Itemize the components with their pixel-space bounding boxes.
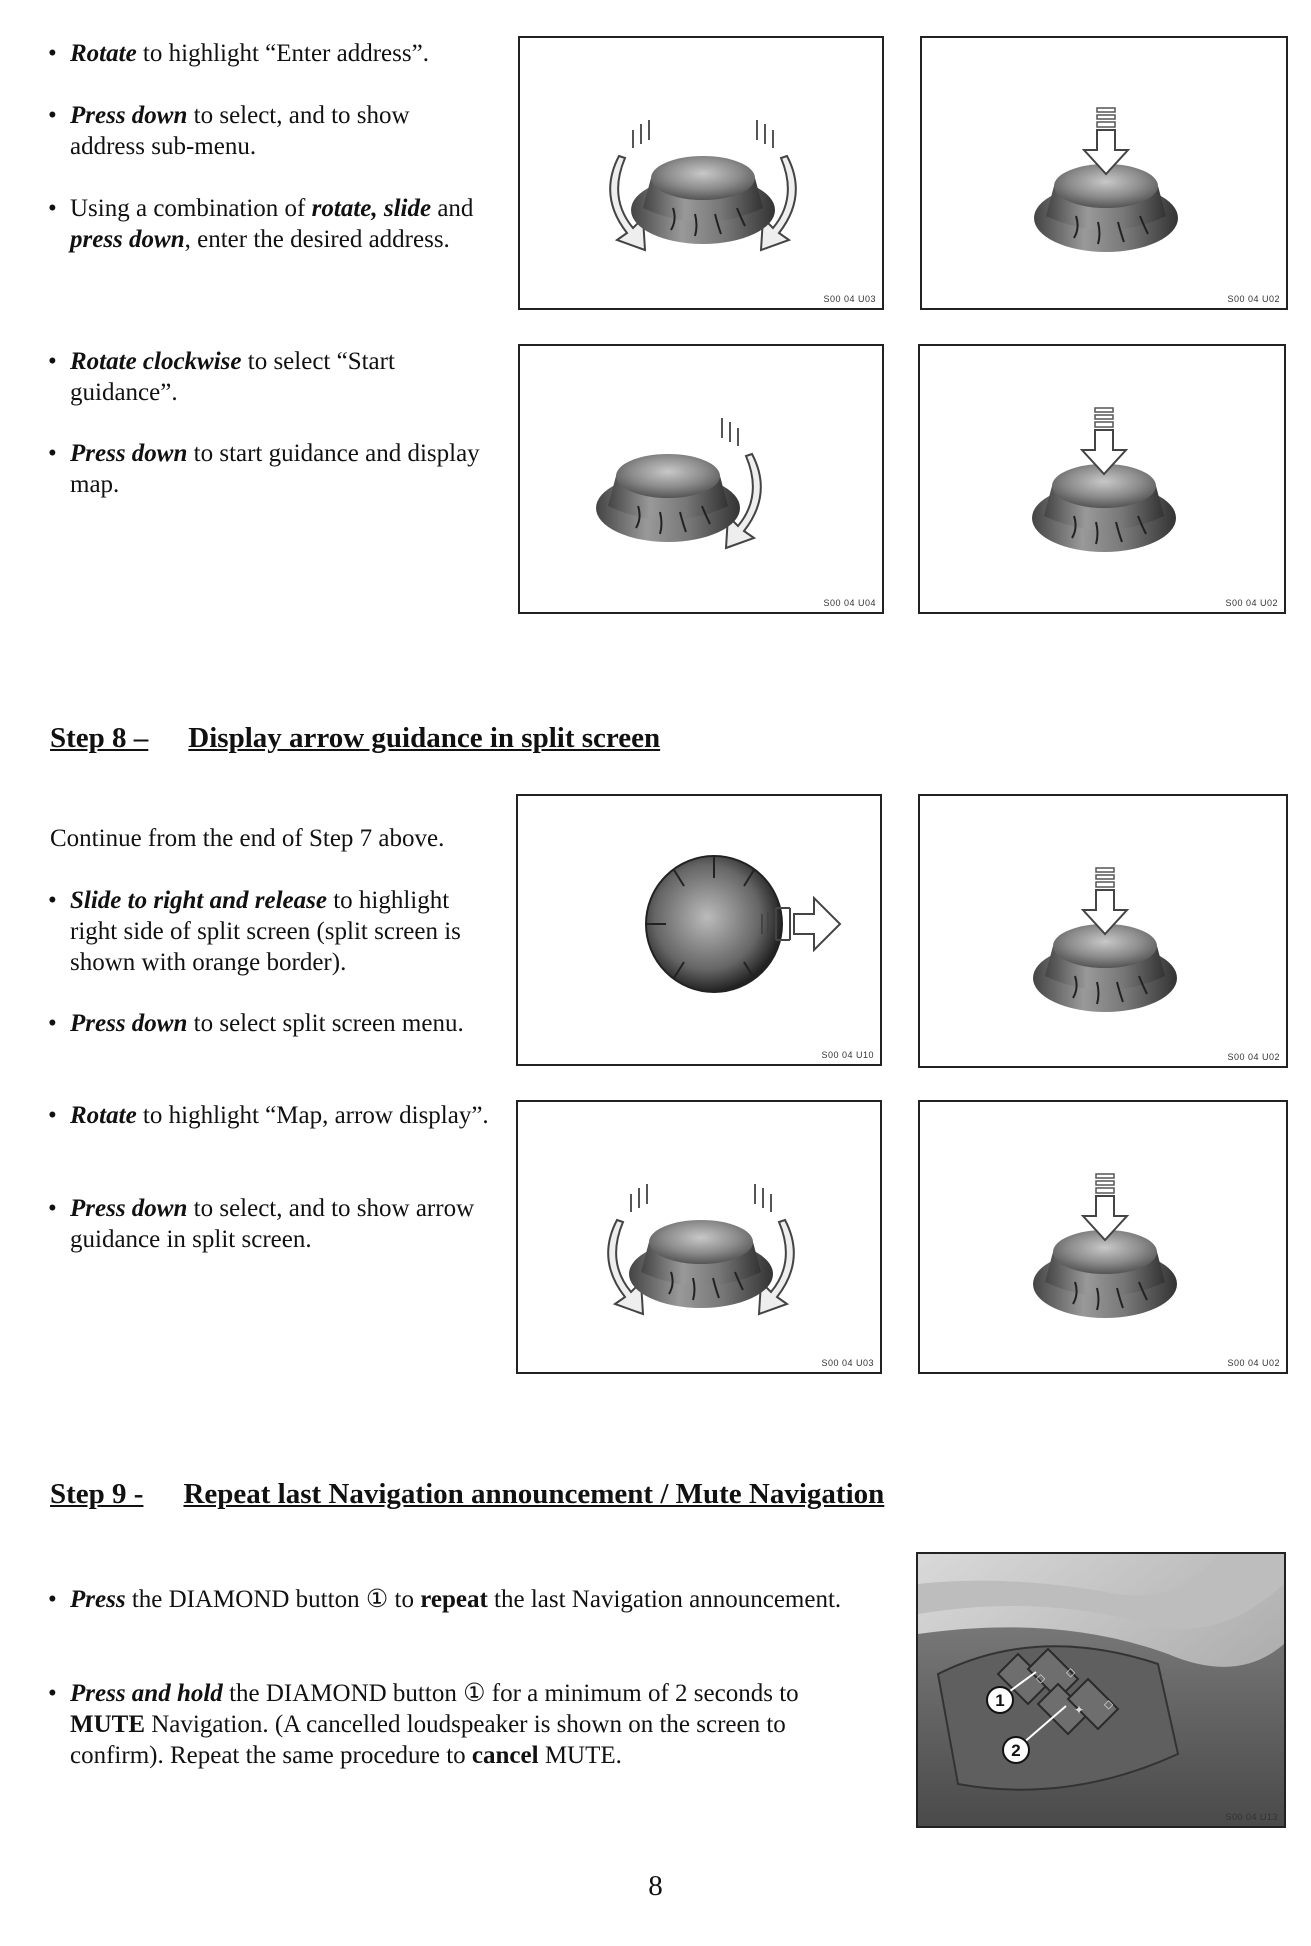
diamond-button-symbol: ① bbox=[365, 1586, 389, 1613]
svg-text:◇: ◇ bbox=[1066, 1665, 1076, 1679]
bullet-press-hold-diamond-mute: • Press and hold the DIAMOND button ① for a minimum of 2 seconds to MUTE Navigation. (A cancelled loudspeaker is shown on the screen to confirm). Repeat the same procedure to cancel MUTE. bbox=[48, 1680, 799, 1769]
bullet-press-down-start-guidance: • Press down to start guidance and display map. bbox=[48, 440, 480, 498]
bullet-rotate-enter-address: • Rotate to highlight “Enter address”. bbox=[48, 40, 429, 67]
callout-2: 2 bbox=[1011, 1741, 1021, 1760]
bullet-press-down-arrow-guidance: • Press down to select, and to show arrow guidance in split screen. bbox=[48, 1195, 475, 1253]
figure-slide-right-knob: S00 04 U10 bbox=[516, 794, 882, 1066]
page-number: 8 bbox=[648, 1870, 663, 1902]
bullet-press-diamond-repeat: • Press the DIAMOND button ① to repeat the last Navigation announcement. bbox=[48, 1586, 842, 1613]
step9-heading: Step 9 - Repeat last Navigation announcement / Mute Navigation bbox=[50, 1478, 885, 1510]
bullet-combination-enter-address: • Using a combination of rotate, slide and press down, enter the desired address. bbox=[48, 195, 474, 253]
bullet-slide-right-release: • Slide to right and release to highlight right side of split screen (split screen is shown with orange border). bbox=[48, 887, 461, 976]
figure-rotate-knob-2: S00 04 U03 bbox=[516, 1100, 882, 1374]
figure-rotate-knob: S00 04 U03 bbox=[518, 36, 884, 310]
svg-text:◇: ◇ bbox=[1036, 1671, 1046, 1685]
bullet-dot: • bbox=[48, 40, 57, 67]
figure-press-knob: S00 04 U02 bbox=[920, 36, 1288, 310]
step8-heading: Step 8 – Display arrow guidance in split screen bbox=[50, 722, 661, 754]
bullet-press-down-split-menu: • Press down to select split screen menu. bbox=[48, 1010, 464, 1037]
figure-rotate-clockwise-knob: S00 04 U04 bbox=[518, 344, 884, 614]
figure-steering-wheel-buttons: ◇ ◇ ✦ ◇ 1 2 S00 04 U13 bbox=[916, 1552, 1286, 1828]
figure-press-knob-2: S00 04 U02 bbox=[918, 344, 1286, 614]
callout-1: 1 bbox=[995, 1691, 1005, 1710]
svg-text:◇: ◇ bbox=[1104, 1697, 1114, 1711]
figure-press-knob-4: S00 04 U02 bbox=[918, 1100, 1288, 1374]
bullet-rotate-clockwise-start-guidance: • Rotate clockwise to select “Start guidance”. bbox=[48, 348, 395, 406]
bullet-rotate-map-arrow: • Rotate to highlight “Map, arrow display”. bbox=[48, 1102, 489, 1129]
step8-intro: Continue from the end of Step 7 above. bbox=[50, 825, 445, 852]
svg-text:✦: ✦ bbox=[1074, 1703, 1085, 1717]
diamond-button-symbol: ① bbox=[463, 1680, 486, 1707]
bullet-press-down-address-submenu: • Press down to select, and to show address sub-menu. bbox=[48, 102, 410, 160]
figure-press-knob-3: S00 04 U02 bbox=[918, 794, 1288, 1068]
